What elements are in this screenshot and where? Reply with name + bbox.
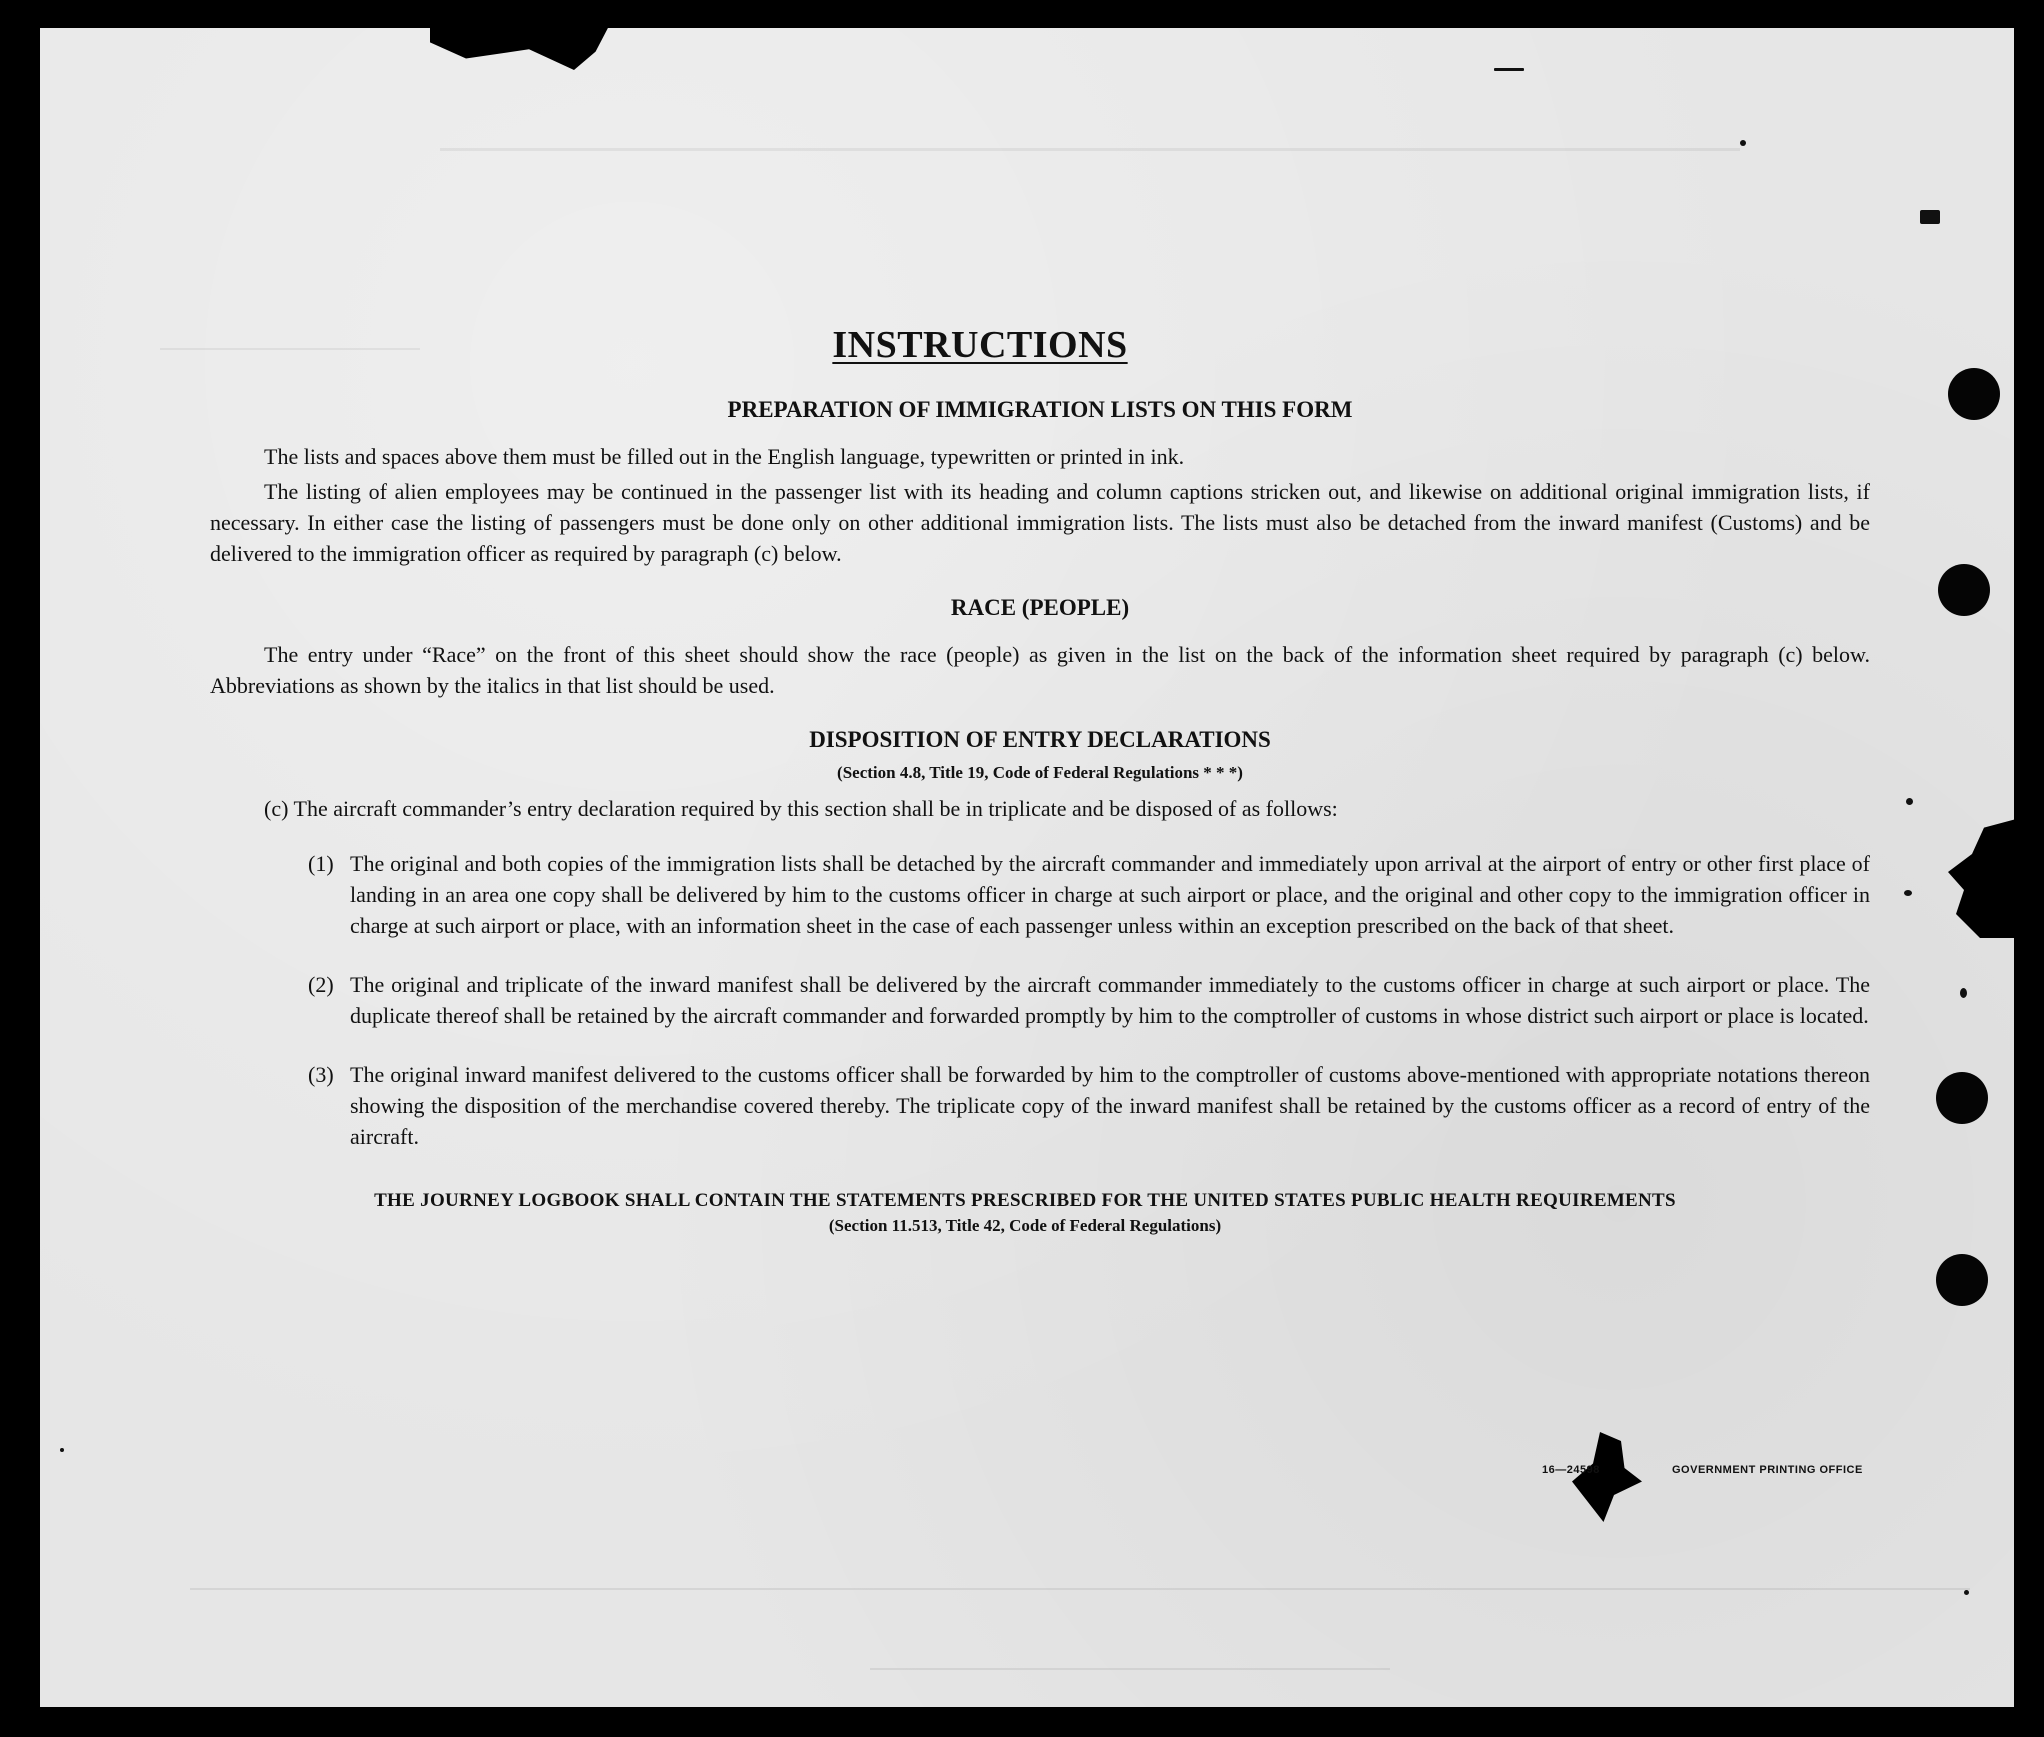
ink-speck	[1960, 988, 1967, 998]
ink-speck	[1906, 798, 1913, 805]
race-paragraph: The entry under “Race” on the front of this sheet should show the race (people) as given in the list on the back of the information sheet required by paragraph (c) below. Abbreviations as shown by the italics in that list should be used.	[210, 642, 1870, 698]
footer-heading: THE JOURNEY LOGBOOK SHALL CONTAIN THE STATEMENTS PRESCRIBED FOR THE UNITED STATES PUBLIC HEALTH REQUIREMENTS	[374, 1190, 1676, 1211]
bleed-through-area	[190, 1588, 1970, 1590]
item-number: (3)	[308, 1062, 334, 1087]
printing-office-imprint: GOVERNMENT PRINTING OFFICE	[1672, 1464, 1863, 1476]
disposition-heading: DISPOSITION OF ENTRY DECLARATIONS	[809, 727, 1271, 752]
print-code: 16—24598	[1542, 1464, 1600, 1476]
list-item	[308, 1059, 1870, 1156]
race-section	[210, 639, 1870, 701]
race-heading: RACE (PEOPLE)	[950, 595, 1130, 620]
page-title: INSTRUCTIONS	[832, 324, 1128, 366]
punch-hole	[1948, 368, 2000, 420]
preparation-paragraph-1: The lists and spaces above them must be filled out in the English language, typewritten or printed in ink.	[264, 444, 1185, 469]
torn-edge-right	[1940, 818, 2020, 938]
item-number: (1)	[308, 851, 334, 876]
ink-speck	[1964, 1590, 1969, 1595]
list-item	[308, 848, 1870, 945]
torn-edge-top	[430, 24, 610, 70]
preparation-section	[210, 441, 1870, 569]
ink-speck	[60, 1448, 64, 1452]
punch-hole	[1936, 1072, 1988, 1124]
ink-speck	[1494, 68, 1524, 71]
preparation-heading: PREPARATION OF IMMIGRATION LISTS ON THIS FORM	[727, 397, 1353, 422]
item-text: The original and both copies of the immigration lists shall be detached by the aircraft commander and immediately upon arrival at the airport of entry or other first place of landing in an area one copy shall be delivered by him to the customs officer in charge at such airport or place, and the original and other copy to the immigration officer in charge at such airport or place, with an information sheet in the case of each passenger unless within an exception prescribed on the back of that sheet.	[350, 851, 1870, 938]
ink-speck	[1904, 890, 1912, 896]
instructions-content	[210, 293, 1870, 1236]
footer-subheading: (Section 11.513, Title 42, Code of Federal Regulations)	[828, 1216, 1222, 1235]
bleed-through-area	[870, 1668, 1390, 1670]
preparation-paragraph-2: The listing of alien employees may be continued in the passenger list with its heading and column captions stricken out, and likewise on additional original immigration lists, if necessary. In either case the listing of passengers must be done only on other additional immigration lists. The lists must also be detached from the inward manifest (Customs) and be delivered to the immigration officer as required by paragraph (c) below.	[210, 479, 1870, 566]
paragraph-c-text	[264, 793, 1870, 824]
ink-speck	[1740, 140, 1746, 146]
tear-bottom-stamp	[1572, 1432, 1642, 1522]
document-sheet	[40, 28, 2014, 1707]
ink-speck	[1920, 210, 1940, 224]
item-number: (2)	[308, 972, 334, 997]
paragraph-c-body: The aircraft commander’s entry declaration required by this section shall be in triplicate and be disposed of as follows:	[293, 796, 1338, 821]
list-item	[308, 969, 1870, 1035]
item-text: The original and triplicate of the inward manifest shall be delivered by the aircraft commander immediately to the customs officer in charge at such airport or place. The duplicate thereof shall be retained by the aircraft commander and forwarded promptly by him to the comptroller of customs in whose district such airport or place is located.	[350, 972, 1870, 1028]
paragraph-c	[210, 793, 1870, 824]
item-text: The original inward manifest delivered to the customs officer shall be forwarded by him to the comptroller of customs above-mentioned with appropriate notations thereon showing the disposition of the merchandise covered thereby. The triplicate copy of the inward manifest shall be retained by the customs officer as a record of entry of the aircraft.	[350, 1062, 1870, 1149]
paragraph-c-label: (c)	[264, 796, 289, 821]
disposition-subheading: (Section 4.8, Title 19, Code of Federal Regulations * * *)	[837, 763, 1243, 782]
punch-hole	[1938, 564, 1990, 616]
punch-hole	[1936, 1254, 1988, 1306]
